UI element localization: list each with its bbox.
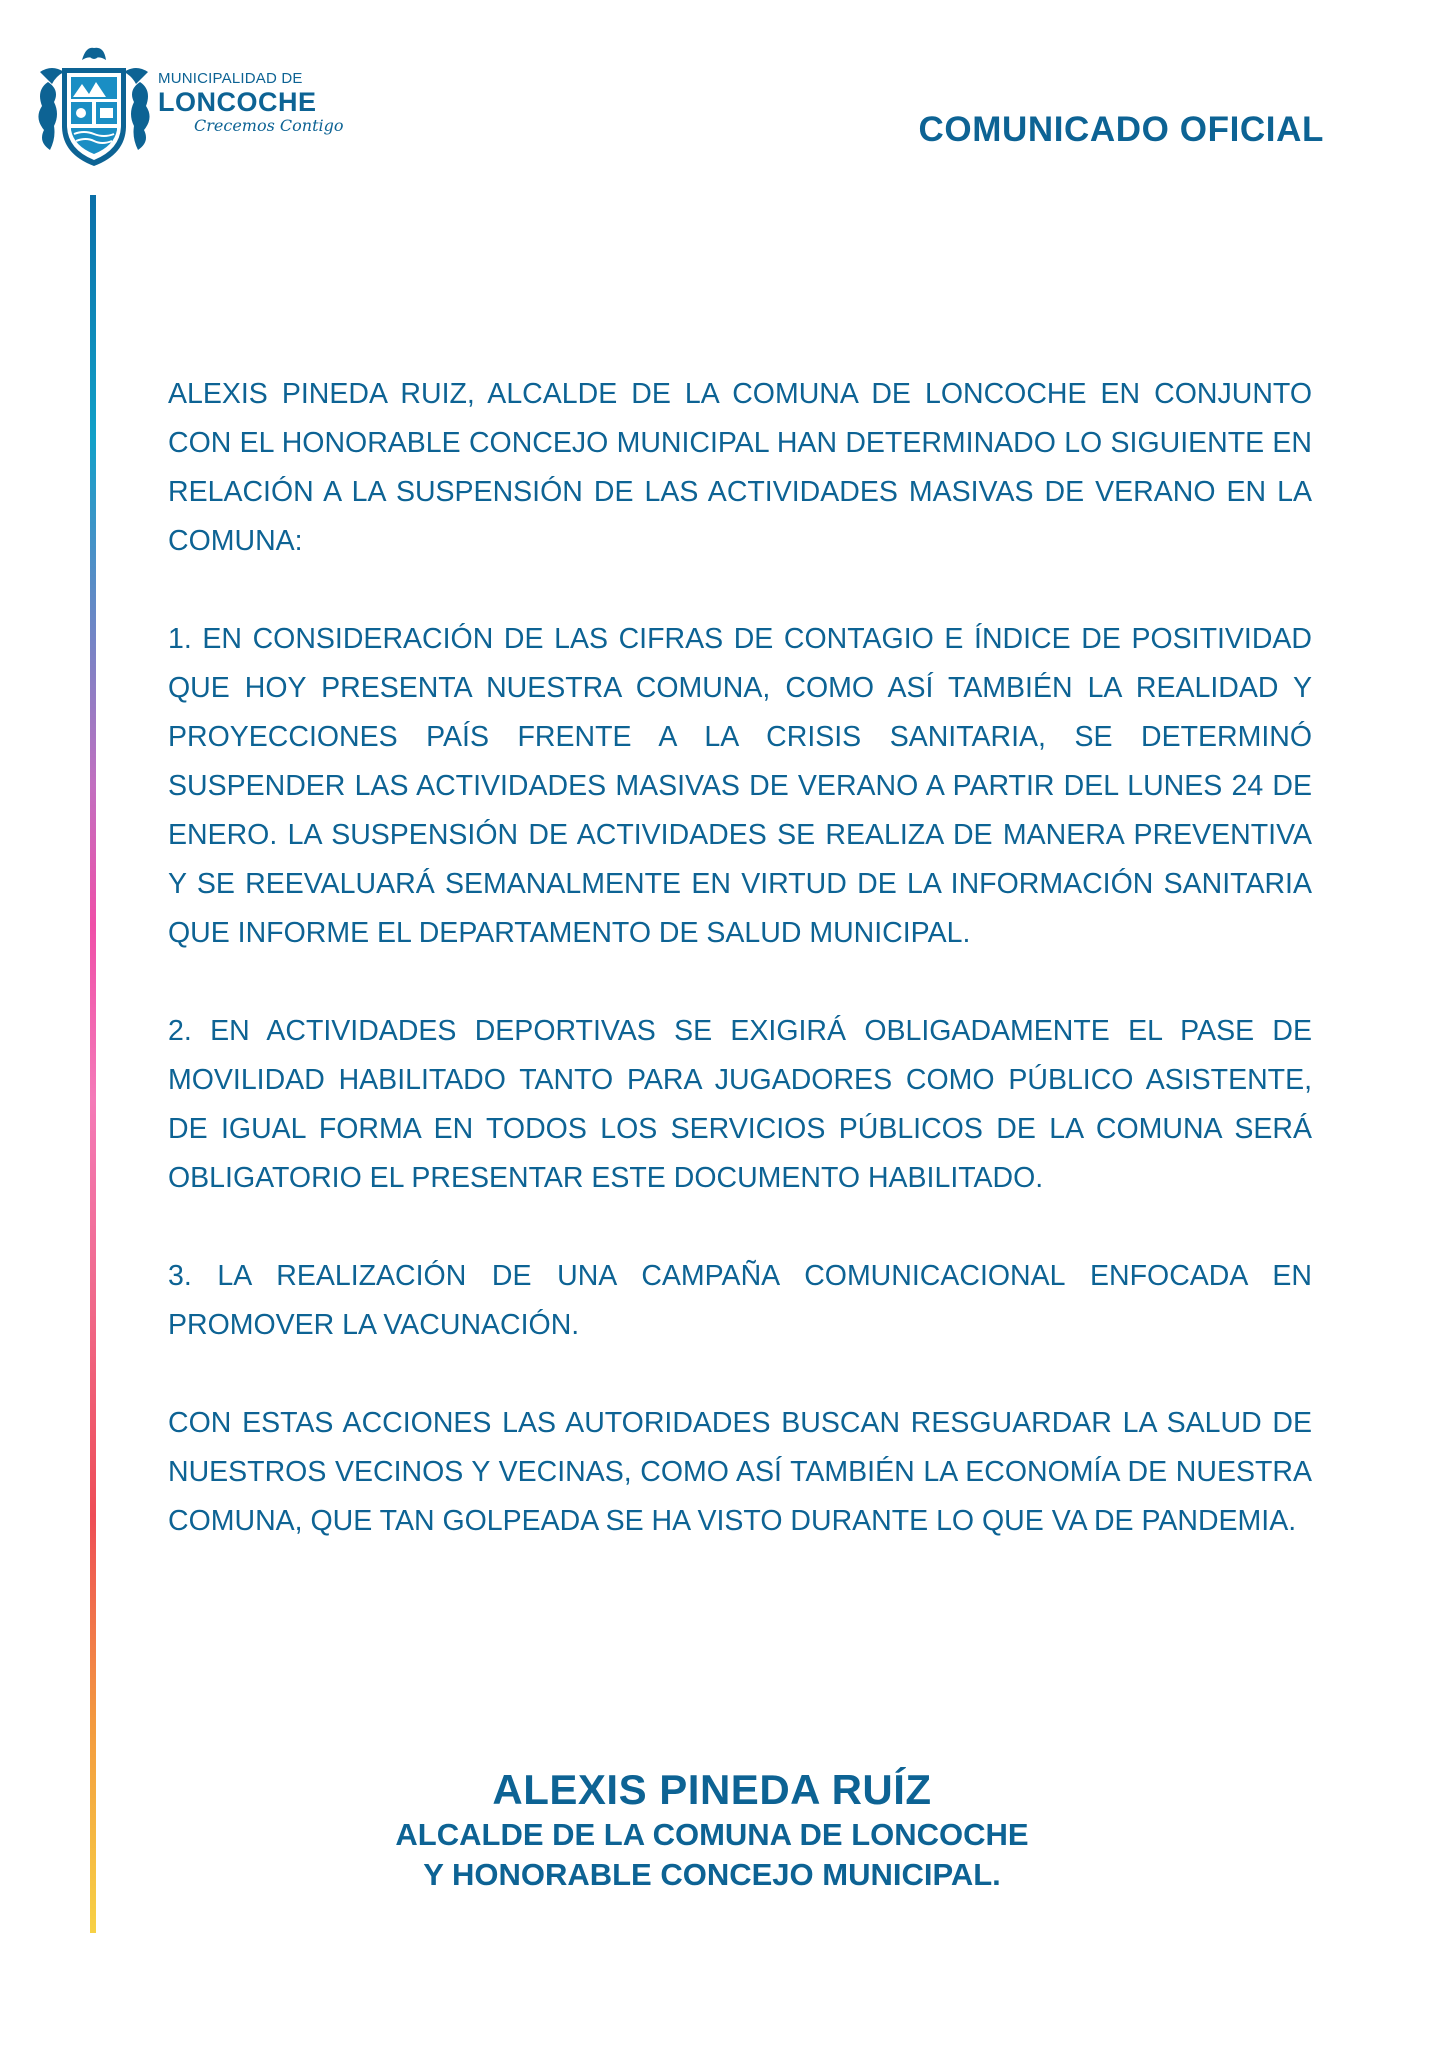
logo-wordmark: [158, 70, 344, 136]
point-1-paragraph: 1. EN CONSIDERACIÓN DE LAS CIFRAS DE CONTAGIO E ÍNDICE DE POSITIVIDAD QUE HOY PRESENTA NUESTRA COMUNA, COMO ASÍ TAMBIÉN LA REALIDAD Y PROYECCIONES PAÍS FRENTE A LA CRISIS SANITARIA, SE DETERMINÓ SUSPENDER LAS ACTIVIDADES MASIVAS DE VERANO A PARTIR DEL LUNES 24 DE ENERO. LA SUSPENSIÓN DE ACTIVIDADES SE REALIZA DE MANERA PREVENTIVA Y SE REEVALUARÁ SEMANALMENTE EN VIRTUD DE LA INFORMACIÓN SANITARIA QUE INFORME EL DEPARTAMENTO DE SALUD MUNICIPAL.: [168, 623, 1312, 949]
statement-body: [168, 370, 1312, 1546]
logo-tagline: Crecemos Contigo: [194, 116, 344, 135]
logo-city-name: LONCOCHE: [158, 87, 317, 117]
decorative-gradient-bar: [90, 195, 96, 1933]
point-2-paragraph: 2. EN ACTIVIDADES DEPORTIVAS SE EXIGIRÁ OBLIGADAMENTE EL PASE DE MOVILIDAD HABILITADO TANTO PARA JUGADORES COMO PÚBLICO ASISTENTE, DE IGUAL FORMA EN TODOS LOS SERVICIOS PÚBLICOS DE LA COMUNA SERÁ OBLIGATORIO EL PRESENTAR ESTE DOCUMENTO HABILITADO.: [168, 1015, 1312, 1194]
closing-paragraph: CON ESTAS ACCIONES LAS AUTORIDADES BUSCAN RESGUARDAR LA SALUD DE NUESTROS VECINOS Y VECINAS, COMO ASÍ TAMBIÉN LA ECONOMÍA DE NUESTRA COMUNA, QUE TAN GOLPEADA SE HA VISTO DURANTE LO QUE VA DE PANDEMIA.: [168, 1407, 1312, 1537]
signatory-title-line2: Y HONORABLE CONCEJO MUNICIPAL.: [423, 1857, 1001, 1892]
logo-municipality-label: MUNICIPALIDAD DE: [158, 70, 303, 87]
point-3-paragraph: 3. LA REALIZACIÓN DE UNA CAMPAÑA COMUNICACIONAL ENFOCADA EN PROMOVER LA VACUNACIÓN.: [168, 1260, 1312, 1341]
signature-block: [338, 1765, 1086, 1895]
intro-paragraph: ALEXIS PINEDA RUIZ, ALCALDE DE LA COMUNA DE LONCOCHE EN CONJUNTO CON EL HONORABLE CONCEJO MUNICIPAL HAN DETERMINADO LO SIGUIENTE EN RELACIÓN A LA SUSPENSIÓN DE LAS ACTIVIDADES MASIVAS DE VERANO EN LA COMUNA:: [168, 378, 1312, 557]
signatory-name: ALEXIS PINEDA RUÍZ: [492, 1766, 932, 1813]
signatory-title-line1: ALCALDE DE LA COMUNA DE LONCOCHE: [395, 1817, 1029, 1852]
page-title: COMUNICADO OFICIAL: [918, 110, 1324, 149]
municipal-logo: [34, 42, 344, 172]
coat-of-arms-icon: [34, 42, 154, 170]
